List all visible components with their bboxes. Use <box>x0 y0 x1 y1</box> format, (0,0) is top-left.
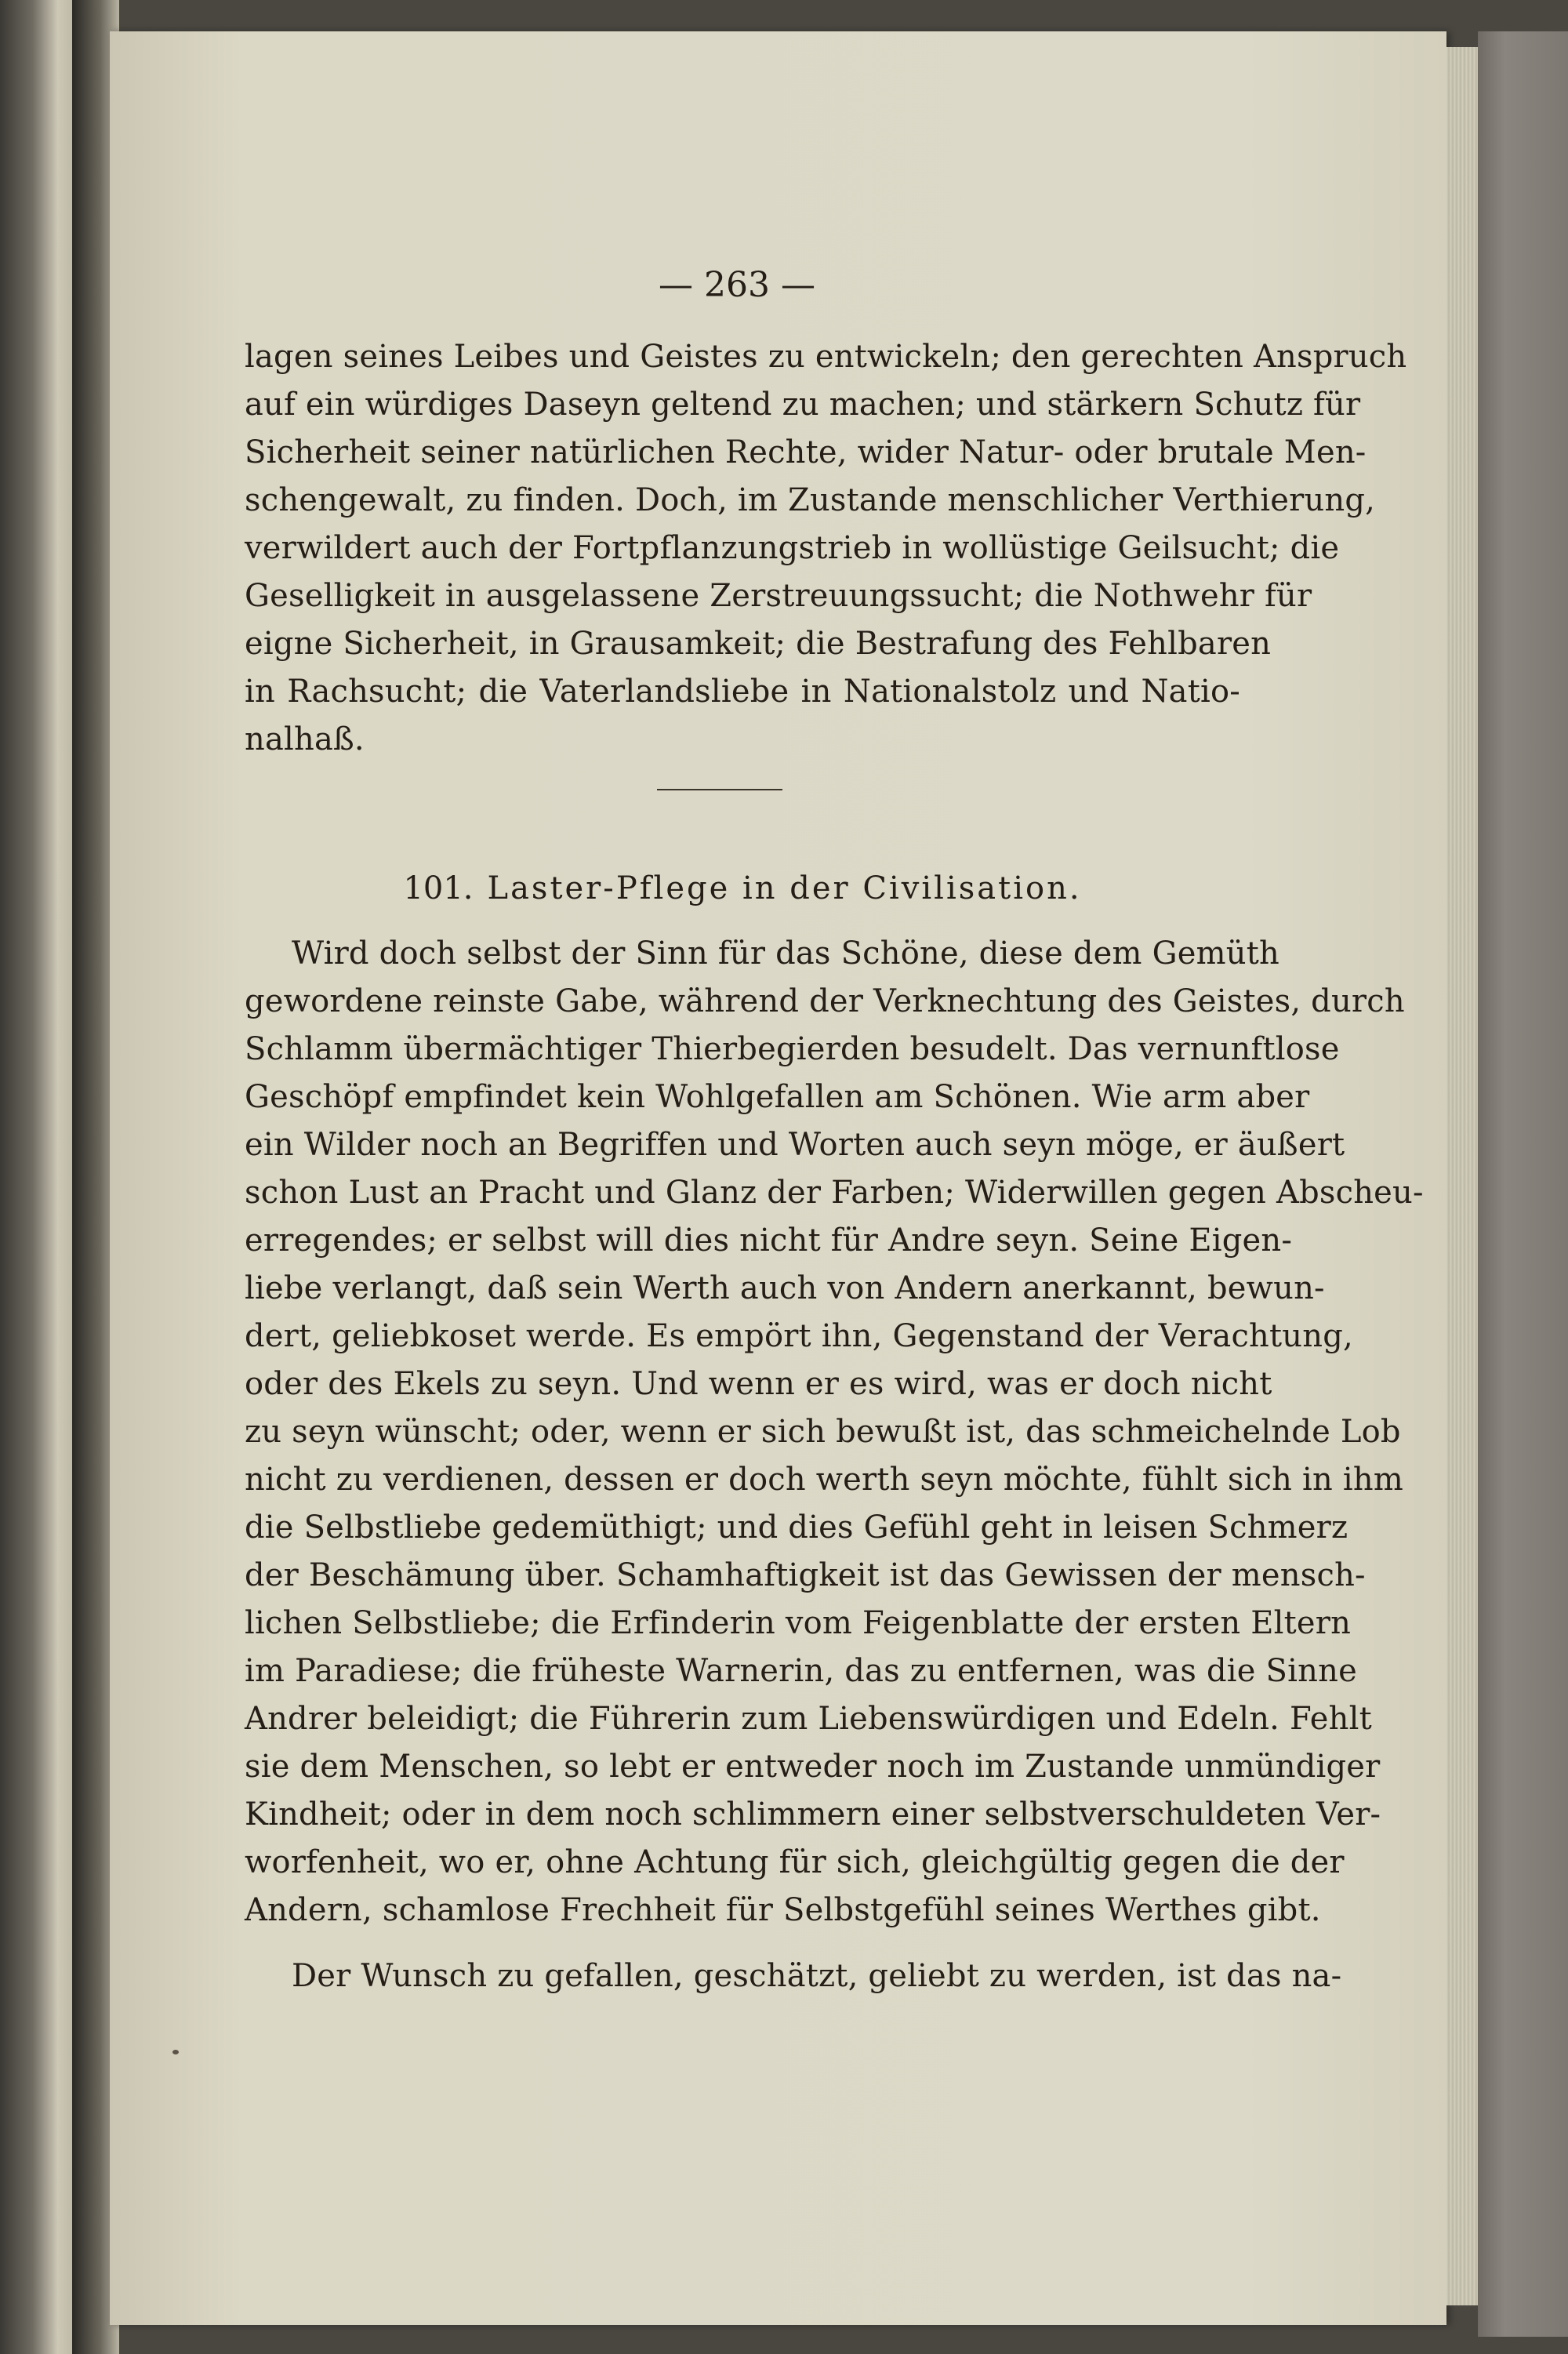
text-line: verwildert auch der Fortpflanzungstrieb in wollüstige Geilsucht; die <box>245 530 1340 566</box>
text-line: dert, geliebkoset werde. Es empört ihn, Gegenstand der Verachtung, <box>245 1318 1353 1354</box>
text-line: Der Wunsch zu gefallen, geschätzt, geliebt zu werden, ist das na- <box>292 1958 1342 1994</box>
left-page-edge <box>0 0 72 2354</box>
text-line: Schlamm übermächtiger Thierbegierden besudelt. Das vernunftlose <box>245 1031 1340 1067</box>
text-line: der Beschämung über. Schamhaftigkeit ist das Gewissen der mensch- <box>245 1557 1366 1593</box>
text-line: nalhaß. <box>245 721 365 757</box>
text-line: oder des Ekels zu seyn. Und wenn er es wird, was er doch nicht <box>245 1366 1272 1402</box>
text-line: lichen Selbstliebe; die Erfinderin vom Feigenblatte der ersten Eltern <box>245 1605 1352 1641</box>
text-line: Geschöpf empfindet kein Wohlgefallen am Schönen. Wie arm aber <box>245 1079 1310 1115</box>
text-line: die Selbstliebe gedemüthigt; und dies Gefühl geht in leisen Schmerz <box>245 1509 1348 1546</box>
text-line: Wird doch selbst der Sinn für das Schöne, diese dem Gemüth <box>292 935 1279 972</box>
text-line: Geselligkeit in ausgelassene Zerstreuungssucht; die Nothwehr für <box>245 578 1312 614</box>
paragraph-3 <box>245 1953 1342 2000</box>
text-line: Andern, schamlose Frechheit für Selbstgefühl seines Werthes gibt. <box>245 1892 1321 1928</box>
section-divider <box>657 789 782 790</box>
text-line: Sicherheit seiner natürlichen Rechte, wider Natur- oder brutale Men- <box>245 434 1367 470</box>
page-number: — 263 — <box>659 265 815 305</box>
text-line: ein Wilder noch an Begriffen und Worten auch seyn möge, er äußert <box>245 1127 1345 1163</box>
paragraph-1 <box>245 333 1407 764</box>
text-line: erregendes; er selbst will dies nicht für Andre seyn. Seine Eigen- <box>245 1222 1293 1259</box>
text-line: in Rachsucht; die Vaterlandsliebe in Nationalstolz und Natio- <box>245 674 1240 710</box>
text-line: gewordene reinste Gabe, während der Verknechtung des Geistes, durch <box>245 983 1405 1019</box>
paragraph-2 <box>245 930 1424 1934</box>
page-edges <box>1446 47 1478 2305</box>
section-heading <box>245 870 1240 906</box>
text-line: schengewalt, zu finden. Doch, im Zustande menschlicher Verthierung, <box>245 482 1376 518</box>
text-line: Andrer beleidigt; die Führerin zum Liebenswürdigen und Edeln. Fehlt <box>245 1701 1372 1737</box>
text-line: lagen seines Leibes und Geistes zu entwickeln; den gerechten Anspruch <box>245 339 1407 375</box>
text-line: nicht zu verdienen, dessen er doch werth seyn möchte, fühlt sich in ihm <box>245 1462 1403 1498</box>
text-line: Kindheit; oder in dem noch schlimmern einer selbstverschuldeten Ver- <box>245 1796 1381 1833</box>
ink-speck <box>172 2050 179 2054</box>
text-line: liebe verlangt, daß sein Werth auch von Andern anerkannt, bewun- <box>245 1270 1325 1306</box>
text-line: auf ein würdiges Daseyn geltend zu machen; und stärkern Schutz für <box>245 387 1361 423</box>
text-line: zu seyn wünscht; oder, wenn er sich bewußt ist, das schmeichelnde Lob <box>245 1414 1401 1450</box>
text-line: sie dem Menschen, so lebt er entweder noch im Zustande unmündiger <box>245 1749 1381 1785</box>
section-number: 101. <box>403 870 474 906</box>
text-line: worfenheit, wo er, ohne Achtung für sich, gleichgültig gegen die der <box>245 1844 1345 1880</box>
text-line: schon Lust an Pracht und Glanz der Farben; Widerwillen gegen Abscheu- <box>245 1175 1424 1211</box>
section-title: Laster-Pflege in der Civilisation. <box>487 870 1082 906</box>
text-line: im Paradiese; die früheste Warnerin, das zu entfernen, was die Sinne <box>245 1653 1357 1689</box>
book-cover <box>1478 31 1568 2337</box>
text-line: eigne Sicherheit, in Grausamkeit; die Bestrafung des Fehlbaren <box>245 626 1272 662</box>
